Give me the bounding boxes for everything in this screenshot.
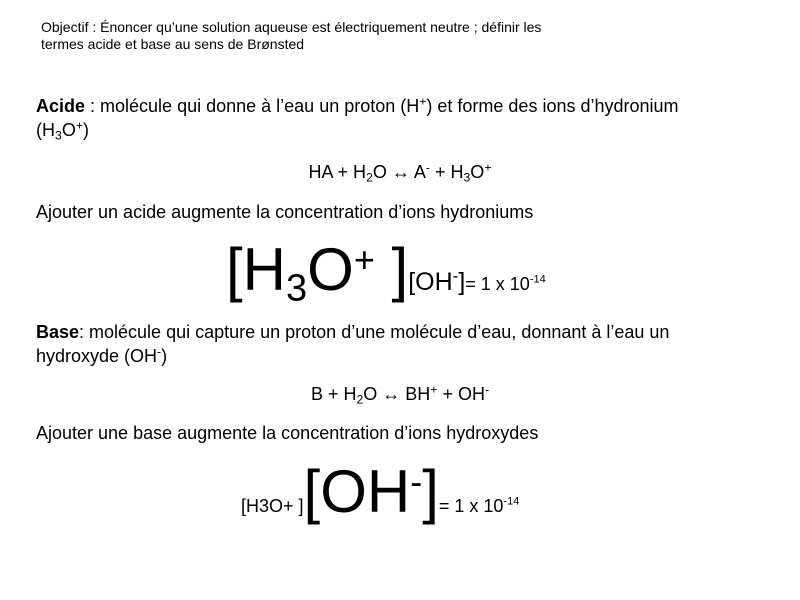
base-def-minus: - — [157, 344, 162, 359]
base-eq-sub2: 2 — [356, 392, 364, 407]
h3o-large-plus: + — [353, 239, 375, 280]
base-effect: Ajouter une base augmente la concentration d’ions hydroxydes — [36, 423, 539, 443]
base-kw-eq: = 1 x 10 — [438, 496, 504, 516]
acid-def-plus: + — [419, 94, 427, 109]
acid-eq-minus: - — [425, 160, 430, 175]
acid-def-h3o-open: (H — [36, 120, 55, 140]
acid-kw — [465, 273, 545, 295]
oh-medium — [408, 267, 465, 297]
acid-eq-plus: + — [484, 160, 492, 175]
oh-large — [303, 458, 439, 525]
acid-term: Acide — [36, 96, 86, 116]
objective-text — [41, 19, 641, 53]
base-kw-exp: -14 — [503, 495, 520, 508]
acid-kw-exp: -14 — [529, 273, 546, 286]
h3o-large-o: O — [307, 236, 354, 303]
acid-ion-product — [226, 236, 546, 310]
h3o-large-close: ] — [374, 236, 409, 303]
base-eq-b: B + H — [310, 384, 357, 404]
acid-definition — [36, 94, 776, 142]
acid-eq-ha: HA + H — [308, 162, 367, 182]
acid-def-o: O — [61, 120, 76, 140]
acid-def-part1: : molécule qui donne à l’eau un proton (H — [85, 96, 420, 116]
acid-kw-eq: = 1 x 10 — [465, 274, 530, 294]
base-ion-product — [241, 458, 520, 525]
base-def-part2: hydroxyde (OH — [36, 346, 158, 366]
h3o-large-sub3: 3 — [286, 267, 308, 310]
objective-line-1: Objectif : Énoncer qu’une solution aqueuse est électriquement neutre ; définir les — [41, 19, 542, 35]
objective-line-2: termes acide et base au sens de Brønsted — [41, 36, 305, 52]
base-definition — [36, 320, 776, 368]
base-eq-plus-oh: + OH — [437, 384, 485, 404]
acid-eq-plus-h: + H — [429, 162, 464, 182]
oh-medium-open: [OH — [408, 268, 453, 296]
base-def-close: ) — [161, 346, 168, 366]
h3o-large — [226, 236, 409, 310]
base-equation — [0, 382, 800, 406]
base-def-part1: : molécule qui capture un proton d’une molécule d’eau, donnant à l’eau un — [79, 322, 670, 342]
acid-equation — [0, 160, 800, 184]
acid-def-close: ) — [82, 120, 89, 140]
acid-def-plus2: + — [75, 118, 83, 133]
h3o-small: [H3O+ ] — [241, 496, 304, 516]
acid-eq-sub3: 3 — [463, 170, 471, 185]
acid-eq-o-arrow-a: O ↔ A — [372, 162, 426, 182]
oh-medium-close: ] — [458, 268, 466, 296]
base-kw — [439, 495, 519, 517]
acid-eq-sub2: 2 — [366, 170, 373, 185]
acid-def-sub3: 3 — [55, 128, 62, 143]
base-eq-plus: + — [430, 382, 438, 397]
base-eq-o-arrow-bh: O ↔ BH — [363, 384, 431, 404]
oh-medium-minus: - — [452, 266, 459, 286]
acid-effect: Ajouter un acide augmente la concentration d’ions hydroniums — [36, 202, 534, 222]
acid-def-part2: ) et forme des ions d’hydronium — [426, 96, 679, 116]
oh-large-open: [OH — [303, 458, 411, 525]
acid-eq-o: O — [470, 162, 485, 182]
base-term: Base — [36, 322, 80, 342]
base-eq-minus: - — [484, 382, 490, 397]
oh-large-minus: - — [410, 461, 423, 502]
oh-large-close: ] — [422, 458, 439, 525]
h3o-large-open: [H — [226, 236, 286, 303]
